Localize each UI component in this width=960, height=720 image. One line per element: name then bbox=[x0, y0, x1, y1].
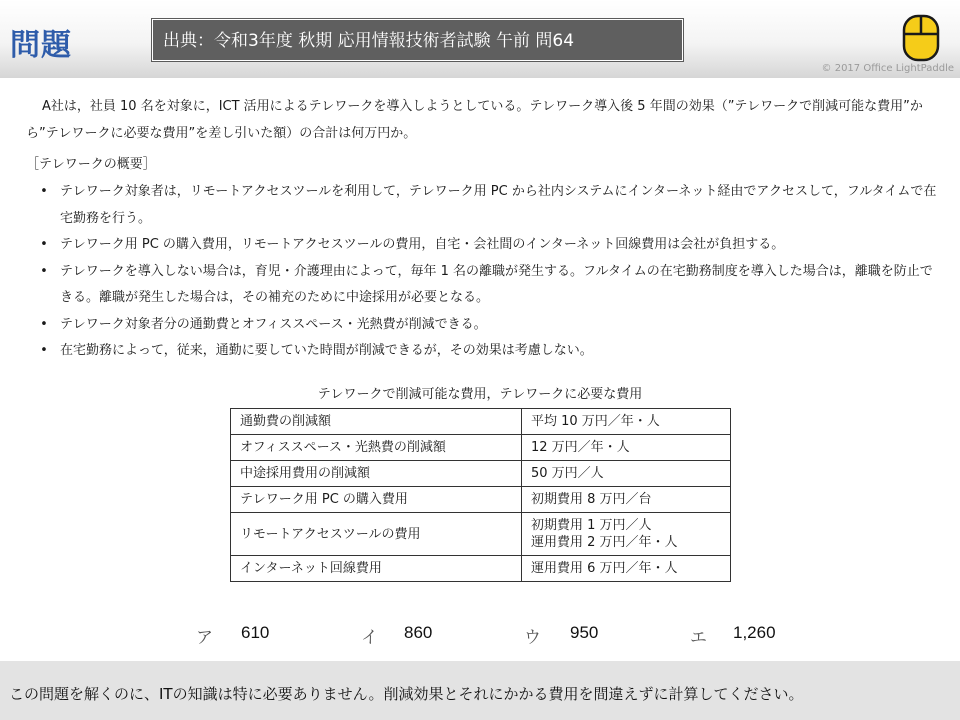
row-label: リモートアクセスツールの費用 bbox=[231, 513, 522, 556]
row-value: 平均 10 万円／年・人 bbox=[522, 409, 731, 435]
table-row bbox=[231, 409, 731, 435]
list-item bbox=[40, 179, 940, 232]
list-item bbox=[40, 259, 940, 312]
table-row bbox=[231, 513, 731, 556]
overview-list bbox=[40, 179, 940, 365]
choice-value-u[interactable]: 950 bbox=[570, 623, 599, 642]
hint-text: この問題を解くのに、ITの知識は特に必要ありません。削減効果とそれにかかる費用を間違えずに計算してください。 bbox=[9, 685, 804, 703]
cost-table bbox=[230, 408, 731, 582]
row-value bbox=[522, 513, 731, 556]
table-row bbox=[231, 556, 731, 582]
row-label: インターネット回線費用 bbox=[231, 556, 522, 582]
bullet-icon: • bbox=[40, 184, 48, 199]
row-label: オフィススペース・光熱費の削減額 bbox=[231, 435, 522, 461]
choice-value-e[interactable]: 1,260 bbox=[733, 623, 776, 642]
list-item bbox=[40, 338, 940, 365]
question-text: A社は，社員 10 名を対象に，ICT 活用によるテレワークを導入しようとしている。テレワーク導入後 5 年間の効果（”テレワークで削減可能な費用”から”テレワークに必要な費用”を差し引いた額）の合計は何万円か。 bbox=[26, 99, 923, 141]
bullet-text: テレワークを導入しない場合は，育児・介護理由によって，毎年 1 名の離職が発生する。フルタイムの在宅勤務制度を導入した場合は，離職を防止できる。離職が発生した場合は，その補充のために中途採用が必要となる。 bbox=[60, 263, 933, 305]
bullet-text: 在宅勤務によって，従来，通勤に要していた時間が削減できるが，その効果は考慮しない。 bbox=[60, 343, 593, 358]
choice-label-e: エ bbox=[690, 628, 707, 648]
bullet-text: テレワーク用 PC の購入費用，リモートアクセスツールの費用，自宅・会社間のインターネット回線費用は会社が負担する。 bbox=[60, 237, 785, 252]
row-value: 初期費用 8 万円／台 bbox=[522, 487, 731, 513]
bullet-text: テレワーク対象者は，リモートアクセスツールを利用して，テレワーク用 PC から社内システムにインターネット経由でアクセスして，フルタイムで在宅勤務を行う。 bbox=[60, 184, 937, 226]
table-caption: テレワークで削減可能な費用，テレワークに必要な費用 bbox=[317, 387, 643, 402]
list-item bbox=[40, 312, 940, 339]
page-title: 問題 bbox=[10, 28, 72, 63]
row-label: 中途採用費用の削減額 bbox=[231, 461, 522, 487]
bullet-icon: • bbox=[40, 343, 48, 358]
row-label: 通勤費の削減額 bbox=[231, 409, 522, 435]
row-value-line: 初期費用 1 万円／人 bbox=[531, 518, 652, 533]
row-value: 50 万円／人 bbox=[522, 461, 731, 487]
bullet-icon: • bbox=[40, 316, 48, 332]
table-row bbox=[231, 461, 731, 487]
choice-value-i[interactable]: 860 bbox=[404, 623, 433, 642]
list-item bbox=[40, 232, 940, 259]
source-label: 出典：令和3年度 秋期 応用情報技術者試験 午前 問64 bbox=[152, 19, 683, 61]
table-row bbox=[231, 487, 731, 513]
choice-value-a[interactable]: 610 bbox=[241, 623, 270, 642]
bullet-text: テレワーク対象者分の通勤費とオフィススペース・光熱費が削減できる。 bbox=[60, 316, 487, 332]
overview-heading: ［テレワークの概要］ bbox=[26, 157, 156, 172]
choice-label-i: イ bbox=[361, 628, 378, 648]
hint-footer bbox=[0, 661, 960, 720]
choice-label-u: ウ bbox=[524, 628, 541, 648]
table-row bbox=[231, 435, 731, 461]
mouse-icon bbox=[902, 14, 940, 62]
bullet-icon: • bbox=[40, 263, 48, 279]
row-value: 運用費用 6 万円／年・人 bbox=[522, 556, 731, 582]
copyright-notice: © 2017 Office LightPaddle bbox=[821, 63, 954, 74]
row-value-line: 運用費用 2 万円／年・人 bbox=[531, 535, 678, 550]
row-label: テレワーク用 PC の購入費用 bbox=[231, 487, 522, 513]
row-value: 12 万円／年・人 bbox=[522, 435, 731, 461]
bullet-icon: • bbox=[40, 237, 48, 252]
choice-label-a: ア bbox=[196, 628, 213, 648]
